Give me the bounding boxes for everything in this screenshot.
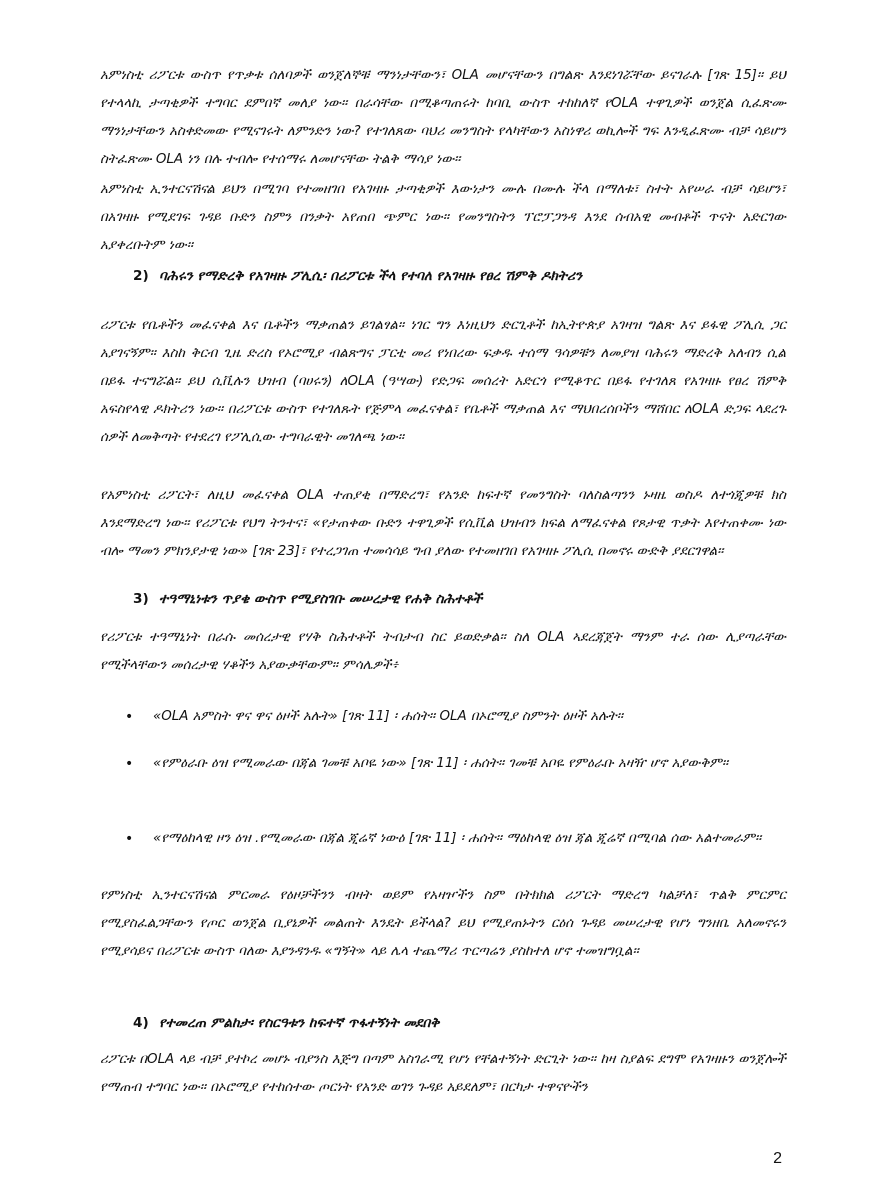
section-number: 2) <box>133 268 149 284</box>
page-number: 2 <box>773 1150 782 1167</box>
section-title: የተመረጠ ምልከታ፡ የስርዓቱን ከፍተኛ ጥፋተኝነት መደበቅ <box>159 1015 440 1031</box>
list-item-text: «የማዕከላዊ ዞን ዕዝ .የሚመራው በጃል ጂሬኛ ነውዕ [ገጽ 11] ፡ ሐሰት። ማዕከላዊ ዕዝ ጃል ጂሬኛ በሚባል ሰው አልተመራም። <box>153 831 762 846</box>
section-heading <box>133 265 783 287</box>
paragraph: የአምነስቲ ሪፖርት፣ ለዚህ መፈናቀል OLA ተጠያቂ በማድረግ፣ የአንድ ከፍተኛ የመንግስት ባለስልጣንን ኑዛዜ ወስዶ ለተጎጂዎቹ ክስ እንደማድረግ ነው። የሪፖርቱ የህግ ትንተና፣ «የታጠቀው ቡድን ተዋጊዎች የሲቪል ህዝብን ክፍል ለማፈናቀል የጾታዊ ጥቃት እየተጠቀሙ ነው ብሎ ማመን ምክንያታዊ ነው» [ገጽ 23]፣ የተረጋገጠ ተመሳሳይ ግብ ያለው የተመዘገበ የአገዛዙ ፖሊሲ በመኖሩ ውድቅ ያደርገዋል። <box>100 488 786 559</box>
section-heading <box>133 588 783 610</box>
section-number: 4) <box>133 1015 149 1031</box>
list-item-text: «የምዕራቡ ዕዝ የሚመራው በጃል ገመቹ አቦዬ ነው» [ገጽ 11] ፡ ሐሰት። ገመቹ አቦዬ የምዕራቡ አዛዥ ሆኖ አያውቅም። <box>153 756 729 771</box>
section-title: ተዓማኒነቱን ጥያቄ ውስጥ የሚያስገቡ መሠረታዊ የሐቅ ስሕተቶች <box>159 591 483 607</box>
paragraph: የምነስቲ ኢንተርናሽናል ምርመራ የዕዞቻችንን ብዛት ወይም የአዛዦችን ስም በትክክል ሪፖርት ማድረግ ካልቻለ፣ ጥልቅ ምርምር የሚያስፈልጋቸውን የጦር ወንጀል ቢያኔዎች መልጠት እንዴት ይችላል? ይህ የሚያጠኑትን ርዕሰ ጉዳይ መሠረታዊ የሆነ ግንዘቤ አለመኖሩን የሚያሳይና በሪፖርቱ ውስጥ ባለው እያንዳንዱ «ግኝት» ላይ ሌላ ተጨማሪ ጥርጣሬን ያስከተለ ሆኖ ተመዝግቧል። <box>100 888 786 959</box>
paragraph: ሪፖርቱ በOLA ላይ ብቻ ያተኮረ መሆኑ ብያንስ እጅግ በጣም አስገራሚ የሆነ የቸልተኝነት ድርጊት ነው። ከዛ ስያልፍ ደግሞ የአገዛዙን ወንጀሎች የማጠብ ተግባር ነው። በኦሮሚያ የተከሰተው ጦርነት የአንድ ወገን ጉዳይ አይደለም፣ በርካታ ተዋናዮችን <box>100 1052 786 1095</box>
section-title: ባሕሩን የማድረቅ የአገዛዙ ፖሊሲ፡ በሪፖርቱ ችላ የተባለ የአገዛዙ የፀረ ሽምቅ ዶክትሪን <box>159 268 583 284</box>
section-heading <box>133 1012 783 1034</box>
section-number: 3) <box>133 591 149 607</box>
bullet-icon: • <box>125 756 134 772</box>
list-item-text: «OLA አምስት ዋና ዋና ዕዞች አሉት» [ገጽ 11] ፡ ሐሰት። OLA በኦሮሚያ ስምንት ዕዞች አሉት። <box>153 709 623 724</box>
paragraph: ሪፖርቱ የቤቶችን መፈናቀል እና ቤቶችን ማቃጠልን ይገልፃል። ነገር ግን እነዚህን ድርጊቶች ከኢትዮጵያ አገዛዝ ግልጽ እና ይፋዊ ፖሊሲ ጋር አያገናኝም። እስከ ቅርብ ጊዜ ድረስ የኦሮሚያ ብልጽግና ፓርቲ መሪ የነበረው ፍቃዱ ተሰማ ዓሳዎቹን ለመያዝ ባሕሩን ማድረቅ አለብን ሲል በይፋ ተናግሯል። ይህ ሲቪሉን ህዝብ (ባሀሩን) ለOLA (ዓሣው) የድጋፍ መሰረት አድርጎ የሚቆጥር በይፋ የተገለጸ የአገዛዙ የፀረ ሽምቅ አፍስየላዊ ዶክትሪን ነው። በሪፖርቱ ውስጥ የተገለጹት የጅምላ መፈናቀል፣ የቤቶች ማቃጠል እና ማህበረሰቦችን ማሸበር ለOLA ድጋፍ ላደረጉ ሰዎች ለመቅጣት የተደረገ የፖሊሲው ተግባራዊት መገለጫ ነው። <box>100 318 786 445</box>
paragraph: አምነስቲ ኢንተርናሽናል ይህን በሚገባ የተመዘገበ የአገዛዙ ታጣቂዎች እውነታን ሙሉ በሙሉ ችላ በማለቱ፣ ስተት አየሠራ ብቻ ሳይሆን፣ በአገዛዙ የሚደገፍ ገዳይ ቡድን ስምን በንቃት አየጠበ ጭምር ነው። የመንግስትን ፕሮፓጋንዳ እንደ ሰብአዊ መብቶች ጥናት አድርገው አያቀረቡትም ነው። <box>100 182 786 253</box>
paragraph: የሪፖርቱ ተዓማኒነት በራሱ መሰረታዊ የሃቅ ስሕተቶች ትብታብ ስር ይወድቃል። ስለ OLA ኣደረጃጀት ማንም ተራ ሰው ሊያጣራቸው የሚችላቸውን መሰረታዊ ሃቆችን አያውቃቸውም። ምሳሌዎች፥ <box>100 630 786 673</box>
paragraph: አምነስቲ ሪፖርቱ ውስጥ የጥቃቱ ሰለባዎች ወንጀለኞቹ ማንነታቸውን፣ OLA መሆናቸውን በግልጽ እንደነገሯቸው ይናገራሉ [ገጽ 15]። ይህ የተላላኪ ታጣቂዎች ተግባር ደምበኛ መለያ ነው። በራሳቸው በሚቆጣጠሩት ከባቢ ውስጥ ተከከለኛ የOLA ተዋጊዎች ወንጀል ሲፈጽሙ ማንነታቸውን አስቀድመው የሚናገሩት ለምንድን ነው? የተገለጸው ባህሪ መንግስት የላካቸውን አስነዋሪ ወኪሎች ግፍ እንዲፈጽሙ ብቻ ሳይሆን ስትፈጽሙ OLA ነን በሉ ተብሎ የተሰማሩ ለመሆናቸው ትልቅ ማሳያ ነው። <box>100 68 786 167</box>
bullet-icon: • <box>125 709 134 725</box>
bullet-icon: • <box>125 831 134 847</box>
